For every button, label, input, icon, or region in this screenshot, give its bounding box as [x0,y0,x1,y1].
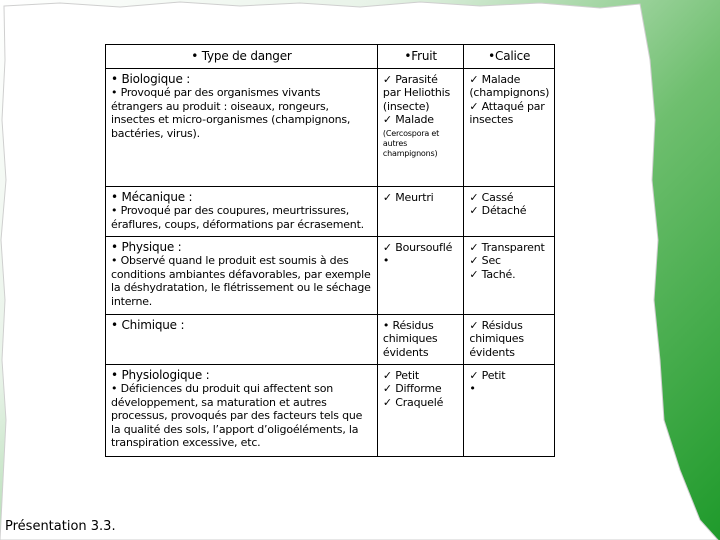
category-description: • Déficiences du produit qui affectent son développement, sa maturation et autres processus, provoqués par des facteurs tels que la qualité des sols, l’apport d’oligoéléments, la transpiration excessive, etc. [111,382,363,449]
calice-cell [464,364,555,456]
calice-item: ✓ Résidus chimiques évidents [469,319,549,360]
fruit-item: ✓ Malade [383,113,458,127]
category-description: • Provoqué par des organismes vivants étrangers au produit : oiseaux, rongeurs, insectes et micro-organismes (champignons, bactéries, virus). [111,86,351,140]
category-label: • Biologique : [111,71,191,86]
category-label: • Physique : [111,239,182,254]
category-description: • Provoqué par des coupures, meurtrissures, éraflures, coups, déformations par écrasement. [111,204,364,231]
header-calice: •Calice [464,45,555,69]
calice-item: ✓ Petit [469,369,549,383]
fruit-cell [377,236,463,314]
danger-type-table [105,44,555,457]
header-type: • Type de danger [106,45,378,69]
table-row [106,68,555,186]
fruit-empty-bullet [383,254,458,268]
category-label: • Mécanique : [111,189,193,204]
fruit-cell [377,68,463,186]
calice-item: ✓ Attaqué par insectes [469,100,549,127]
calice-cell [464,236,555,314]
category-description: • Observé quand le produit est soumis à des conditions ambiantes défavorables, par exemple la déshydratation, le flétrissement ou le séchage interne. [111,254,371,308]
fruit-note: (Cercospora et autres champignons) [382,128,440,158]
fruit-item: ✓ Craquelé [383,396,458,410]
calice-empty-bullet [469,382,549,396]
fruit-item: ✓ Difforme [383,382,458,396]
calice-cell [464,186,555,236]
fruit-cell [377,186,463,236]
category-label: • Physiologique : [111,367,210,382]
header-fruit: •Fruit [377,45,463,69]
fruit-cell [377,364,463,456]
table-row [106,236,555,314]
fruit-item: ✓ Parasité par Heliothis (insecte) [383,73,458,114]
calice-item: ✓ Détaché [469,204,549,218]
calice-item: ✓ Cassé [469,191,549,205]
fruit-item: ✓ Petit [383,369,458,383]
calice-item: ✓ Malade (champignons) [469,73,549,100]
slide-caption: Présentation 3.3. [5,519,116,534]
type-cell [106,236,378,314]
calice-item: ✓ Taché. [469,268,549,282]
fruit-item: ✓ Meurtri [383,191,458,205]
type-cell [106,68,378,186]
header-row [106,45,555,69]
table-row [106,364,555,456]
table-row [106,186,555,236]
calice-cell [464,68,555,186]
type-cell [106,314,378,364]
fruit-cell [377,314,463,364]
type-cell [106,186,378,236]
table-row [106,314,555,364]
calice-item: ✓ Sec [469,254,549,268]
fruit-item: • Résidus chimiques évidents [383,319,458,360]
calice-item: ✓ Transparent [469,241,549,255]
category-label: • Chimique : [111,317,185,332]
calice-cell [464,314,555,364]
fruit-item: ✓ Boursouflé [383,241,458,255]
type-cell [106,364,378,456]
